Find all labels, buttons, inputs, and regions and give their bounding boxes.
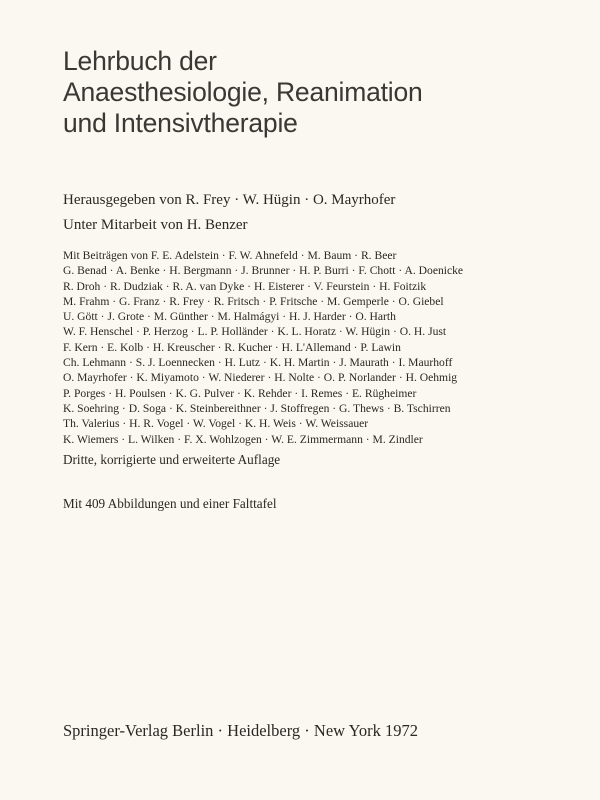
contributors-line: M. Frahm · G. Franz · R. Frey · R. Fritsch · P. Fritsche · M. Gemperle · O. Giebel	[63, 294, 444, 308]
contributors-line: G. Benad · A. Benke · H. Bergmann · J. Brunner · H. P. Burri · F. Chott · A. Doenicke	[63, 264, 464, 278]
contributors-line: O. Mayrhofer · K. Miyamoto · W. Niederer · H. Nolte · O. P. Norlander · H. Oehmig	[63, 371, 458, 385]
title-line: Anaesthesiologie, Reanimation	[63, 77, 423, 107]
contributors-line: Ch. Lehmann · S. J. Loennecken · H. Lutz · K. H. Martin · J. Maurath · I. Maurhoff	[63, 356, 453, 370]
contributors-line: U. Gött · J. Grote · M. Günther · M. Halmágyi · H. J. Harder · O. Harth	[63, 310, 396, 324]
editors-line: Herausgegeben von R. Frey · W. Hügin · O. Mayrhofer	[63, 192, 396, 208]
contributors-line: K. Soehring · D. Soga · K. Steinbereithner · J. Stoffregen · G. Thews · B. Tschirren	[63, 401, 451, 415]
contributors-line: K. Wiemers · L. Wilken · F. X. Wohlzogen · W. E. Zimmermann · M. Zindler	[63, 432, 423, 446]
contributors-line: P. Porges · H. Poulsen · K. G. Pulver · K. Rehder · I. Remes · E. Rügheimer	[63, 386, 417, 400]
contributors-line: Th. Valerius · H. R. Vogel · W. Vogel · K. H. Weis · W. Weissauer	[63, 417, 369, 431]
contributors-list	[63, 248, 463, 447]
figures-note: Mit 409 Abbildungen und einer Falttafel	[63, 496, 277, 511]
contributors-line: R. Droh · R. Dudziak · R. A. van Dyke · H. Eisterer · V. Feurstein · H. Foitzik	[63, 279, 427, 293]
contributors-line: Mit Beiträgen von F. E. Adelstein · F. W. Ahnefeld · M. Baum · R. Beer	[63, 249, 397, 262]
book-title	[63, 46, 423, 139]
contributors-line: W. F. Henschel · P. Herzog · L. P. Holländer · K. L. Horatz · W. Hügin · O. H. Just	[63, 325, 447, 339]
publisher-imprint: Springer-Verlag Berlin · Heidelberg · New York 1972	[63, 721, 418, 740]
title-line: und Intensivtherapie	[63, 108, 298, 138]
edition-note: Dritte, korrigierte und erweiterte Auflage	[63, 452, 281, 467]
title-line: Lehrbuch der	[63, 46, 217, 76]
contributors-line: F. Kern · E. Kolb · H. Kreuscher · R. Kucher · H. L'Allemand · P. Lawin	[63, 340, 401, 354]
collaboration-line: Unter Mitarbeit von H. Benzer	[63, 217, 248, 233]
